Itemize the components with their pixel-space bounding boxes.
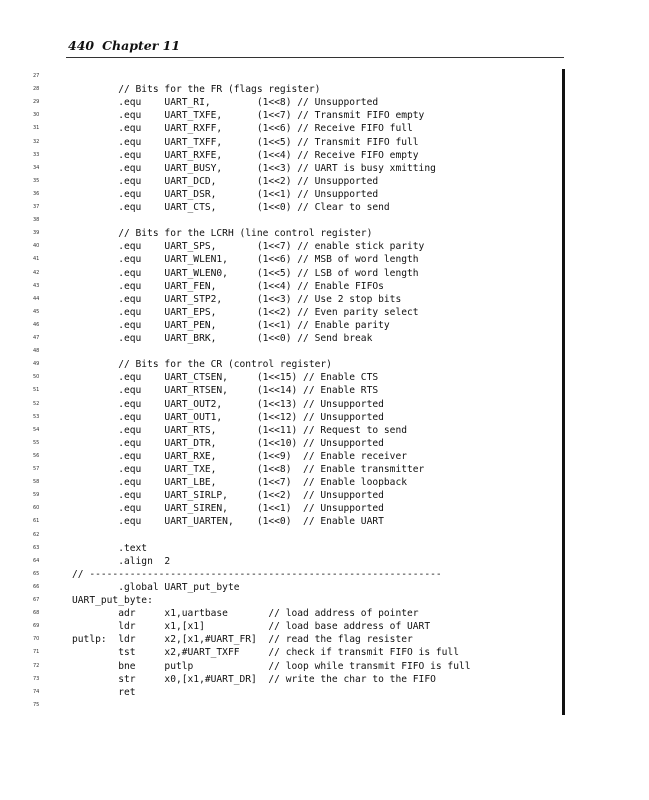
line-number: 49 [33, 361, 40, 368]
line-number: 67 [33, 597, 40, 603]
line-number: 64 [33, 557, 40, 564]
line-number: 65 [33, 570, 40, 577]
line-number: 57 [33, 466, 40, 472]
code-line [0, 332, 560, 345]
code-line [0, 83, 560, 96]
code-text: .equ UART_TXE, (1<<8) // Enable transmitter [72, 464, 425, 475]
code-line [0, 96, 560, 109]
line-number: 53 [33, 413, 40, 420]
code-text: // Bits for the LCRH (line control register) [72, 228, 373, 240]
line-number: 56 [33, 452, 40, 459]
code-line [0, 240, 560, 253]
code-text: bne putlp // loop while transmit FIFO is full [72, 660, 471, 672]
line-number: 60 [33, 505, 40, 512]
line-number: 29 [33, 99, 40, 106]
code-line [0, 463, 560, 476]
code-text: .global UART_put_byte [72, 581, 240, 593]
code-line [0, 384, 560, 397]
line-number: 32 [33, 138, 40, 145]
code-line [0, 699, 560, 712]
code-text: .text [72, 542, 148, 554]
code-text: .equ UART_RXE, (1<<9) // Enable receiver [72, 450, 408, 462]
line-number: 36 [33, 190, 40, 197]
code-text: .equ UART_RTSEN, (1<<14) // Enable RTS [72, 385, 379, 397]
code-line [0, 149, 560, 162]
line-number: 75 [33, 701, 40, 708]
code-text: .equ UART_WLEN1, (1<<6) // MSB of word length [72, 254, 419, 266]
code-line [0, 515, 560, 528]
code-text: // ------------------------------------------------------------- [72, 568, 442, 580]
code-text: .equ UART_UARTEN, (1<<0) // Enable UART [72, 516, 384, 528]
code-line [0, 568, 560, 581]
code-text: .equ UART_TXFE, (1<<7) // Transmit FIFO empty [72, 110, 425, 122]
code-line [0, 319, 560, 332]
code-text: .equ UART_FEN, (1<<4) // Enable FIFOs [72, 280, 384, 292]
code-text: .equ UART_CTSEN, (1<<15) // Enable CTS [72, 372, 379, 384]
line-number: 43 [33, 282, 40, 289]
code-line [0, 476, 560, 489]
code-text: str x0,[x1,#UART_DR] // write the char to the FIFO [72, 673, 436, 685]
code-line [0, 253, 560, 266]
code-text: .equ UART_SIRLP, (1<<2) // Unsupported [72, 490, 384, 502]
code-text: .equ UART_OUT2, (1<<13) // Unsupported [72, 398, 384, 410]
code-line [0, 188, 560, 201]
code-text: .equ UART_DSR, (1<<1) // Unsupported [72, 188, 379, 200]
line-number: 27 [33, 73, 40, 79]
code-line [0, 398, 560, 411]
code-text: .equ UART_DTR, (1<<10) // Unsupported [72, 437, 384, 449]
line-number: 38 [33, 217, 40, 224]
code-line [0, 633, 560, 646]
line-number: 45 [33, 308, 40, 315]
code-text: // Bits for the CR (control register) [72, 359, 332, 371]
code-line [0, 411, 560, 424]
code-text: .equ UART_RXFF, (1<<6) // Receive FIFO full [72, 123, 413, 135]
code-text: ret [72, 686, 136, 698]
line-number: 74 [33, 688, 40, 695]
line-number: 48 [33, 348, 40, 355]
line-number: 54 [33, 426, 40, 433]
line-number: 39 [33, 230, 40, 237]
header-rule [66, 57, 564, 58]
line-number: 34 [33, 164, 40, 171]
code-text: .equ UART_TXFF, (1<<5) // Transmit FIFO full [72, 136, 419, 148]
line-number: 66 [33, 583, 40, 590]
code-line [0, 607, 560, 620]
line-number: 63 [33, 544, 40, 551]
line-number: 30 [33, 112, 40, 119]
line-number: 42 [33, 269, 40, 276]
code-text: .equ UART_RI, (1<<8) // Unsupported [72, 97, 379, 109]
code-line [0, 162, 560, 175]
code-line [0, 594, 560, 607]
code-listing-bar [562, 69, 565, 715]
line-number: 41 [33, 256, 40, 263]
code-line [0, 306, 560, 319]
code-line [0, 345, 560, 358]
code-line [0, 529, 560, 542]
code-line [0, 227, 560, 240]
code-text: .align 2 [72, 555, 171, 567]
code-text: putlp: ldr x2,[x1,#UART_FR] // read the flag resister [72, 634, 413, 646]
line-number: 31 [33, 125, 40, 132]
code-line [0, 175, 560, 188]
line-number: 69 [33, 623, 40, 630]
code-line [0, 673, 560, 686]
line-number: 71 [33, 649, 40, 656]
chapter-title: Chapter 11 [102, 38, 181, 53]
code-text: adr x1,uartbase // load address of pointer [72, 608, 419, 620]
code-line [0, 280, 560, 293]
code-text: .equ UART_WLEN0, (1<<5) // LSB of word length [72, 267, 419, 279]
code-text: .equ UART_EPS, (1<<2) // Even parity select [72, 306, 419, 318]
code-line [0, 437, 560, 450]
code-text: .equ UART_OUT1, (1<<12) // Unsupported [72, 411, 384, 423]
line-number: 35 [33, 177, 40, 184]
code-line [0, 502, 560, 515]
code-text: .equ UART_SIREN, (1<<1) // Unsupported [72, 503, 384, 515]
line-number: 50 [33, 374, 40, 381]
code-text: .equ UART_RXFE, (1<<4) // Receive FIFO empty [72, 149, 419, 161]
line-number: 47 [33, 335, 40, 341]
line-number: 37 [33, 204, 40, 210]
code-text: .equ UART_RTS, (1<<11) // Request to send [72, 424, 408, 436]
code-line [0, 489, 560, 502]
code-text: .equ UART_BRK, (1<<0) // Send break [72, 333, 373, 344]
code-line [0, 424, 560, 437]
code-text: tst x2,#UART_TXFF // check if transmit FIFO is full [72, 647, 459, 659]
code-line [0, 136, 560, 149]
code-text: // Bits for the FR (flags register) [72, 84, 321, 96]
code-text: ldr x1,[x1] // load base address of UART [72, 621, 431, 633]
code-line [0, 109, 560, 122]
code-line [0, 70, 560, 83]
code-line [0, 555, 560, 568]
code-text: .equ UART_PEN, (1<<1) // Enable parity [72, 319, 390, 331]
code-line [0, 122, 560, 135]
code-text: .equ UART_BUSY, (1<<3) // UART is busy xmitting [72, 162, 436, 174]
line-number: 44 [33, 295, 40, 302]
line-number: 61 [33, 518, 40, 525]
line-number: 59 [33, 492, 40, 499]
code-line [0, 542, 560, 555]
code-line [0, 646, 560, 659]
code-text: .equ UART_LBE, (1<<7) // Enable loopback [72, 477, 408, 489]
code-text: .equ UART_DCD, (1<<2) // Unsupported [72, 175, 379, 187]
line-number: 68 [33, 610, 40, 617]
code-line [0, 620, 560, 633]
line-number: 51 [33, 387, 40, 394]
page-number: 440 [68, 38, 95, 53]
code-line [0, 358, 560, 371]
line-number: 46 [33, 321, 40, 328]
code-line [0, 686, 560, 699]
code-line [0, 660, 560, 673]
code-text: .equ UART_CTS, (1<<0) // Clear to send [72, 202, 390, 213]
line-number: 58 [33, 479, 40, 486]
line-number: 40 [33, 243, 40, 250]
code-line [0, 214, 560, 227]
code-text: .equ UART_SPS, (1<<7) // enable stick parity [72, 241, 425, 253]
code-line [0, 450, 560, 463]
line-number: 70 [33, 636, 40, 643]
page-header [68, 38, 180, 53]
line-number: 52 [33, 400, 40, 407]
line-number: 28 [33, 86, 40, 93]
line-number: 72 [33, 662, 40, 669]
code-text: .equ UART_STP2, (1<<3) // Use 2 stop bits [72, 293, 402, 305]
code-line [0, 581, 560, 594]
line-number: 62 [33, 531, 40, 538]
code-line [0, 293, 560, 306]
code-text: UART_put_byte: [72, 595, 153, 606]
code-line [0, 267, 560, 280]
line-number: 55 [33, 439, 40, 446]
code-line [0, 371, 560, 384]
line-number: 33 [33, 151, 40, 158]
line-number: 73 [33, 675, 40, 682]
code-line [0, 201, 560, 214]
